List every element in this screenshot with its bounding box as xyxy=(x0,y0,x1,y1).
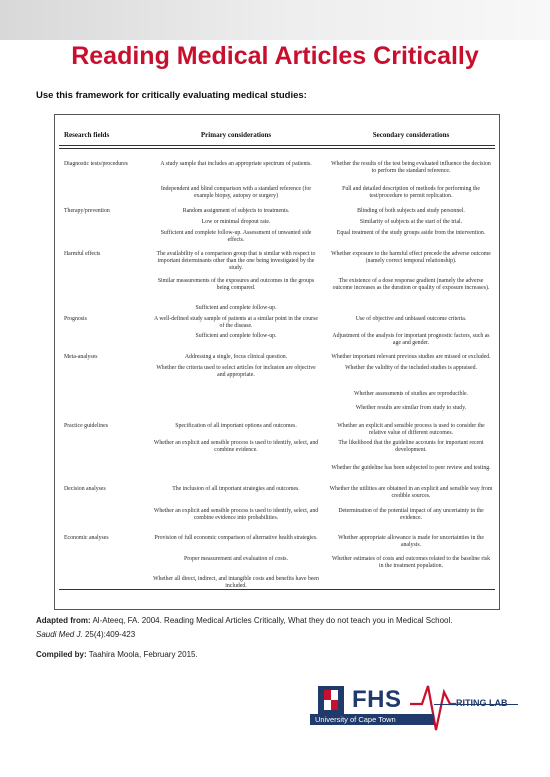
row-16-secondary: The likelihood that the guideline accounts for important recent development. xyxy=(338,440,484,454)
header-stripe xyxy=(0,0,550,40)
row-15-field: Practice guidelines xyxy=(64,423,108,429)
row-18-primary: The inclusion of all important strategies and outcomes. xyxy=(172,486,300,492)
header-primary-considerations: Primary considerations xyxy=(200,131,272,139)
logo-writing-lab-text: RITING LAB xyxy=(456,698,508,708)
row-6-primary: The availability of a comparison group that is similar with respect to important determinants other than the one being investigated by the study. xyxy=(156,251,316,272)
row-3-secondary: Blinding of both subjects and study personnel. xyxy=(357,208,465,214)
header-research-fields: Research fields xyxy=(64,131,110,139)
row-10-secondary: Adjustment of the analysis for important prognostic factors, such as age and gender. xyxy=(332,333,490,347)
compiled-by-label: Compiled by: xyxy=(36,650,87,659)
row-11-primary: Addressing a single, focus clinical question. xyxy=(184,354,288,360)
journal-ref: 25(4):409-423 xyxy=(84,630,136,639)
row-21-primary: Proper measurement and evaluation of costs. xyxy=(184,556,288,562)
row-9-primary: A well-defined study sample of patients at a similar point in the course of the disease. xyxy=(154,316,318,330)
compiled-by-text: Taahira Moola, February 2015. xyxy=(88,650,198,659)
adapted-from-line xyxy=(36,616,452,625)
row-22-primary: Whether all direct, indirect, and intangible costs and benefits have been included. xyxy=(153,576,319,590)
fhs-writing-lab-logo xyxy=(310,682,520,744)
row-9-secondary: Use of objective and unbiased outcome criteria. xyxy=(355,316,467,322)
row-3-primary: Random assignment of subjects to treatments. xyxy=(182,208,290,214)
row-11-secondary: Whether important relevant previous studies are missed or excluded. xyxy=(331,354,491,360)
row-16-primary: Whether an explicit and sensible process is used to identify, select, and combine evidence. xyxy=(153,440,319,454)
row-1-primary: A study sample that includes an appropriate spectrum of patients. xyxy=(160,161,312,167)
journal-line xyxy=(36,630,135,639)
logo-university-text: University of Cape Town xyxy=(315,715,396,724)
header-rule-bottom xyxy=(59,148,495,149)
row-17-secondary: Whether the guideline has been subjected to peer review and testing. xyxy=(331,465,491,471)
row-15-secondary: Whether an explicit and sensible process is used to consider the relative value of different outcomes. xyxy=(337,423,485,437)
page-title: Reading Medical Articles Critically xyxy=(71,42,479,70)
row-2-secondary: Full and detailed description of methods for performing the test/procedure to permit replication. xyxy=(342,186,480,200)
row-9-field: Prognosis xyxy=(64,316,87,322)
row-6-secondary: Whether exposure to the harmful effect precede the adverse outcome (namely correct temporal relationship). xyxy=(331,251,491,265)
row-14-secondary: Whether results are similar from study to study. xyxy=(355,405,467,411)
row-10-primary: Sufficient and complete follow-up. xyxy=(195,333,277,339)
adapted-from-text: Al-Ateeq, FA. 2004. Reading Medical Articles Critically, What they do not teach you in Medical School. xyxy=(92,616,453,625)
row-19-secondary: Determination of the potential impact of any uncertainty in the evidence. xyxy=(338,508,484,522)
logo-mark-icon xyxy=(310,682,520,744)
page-subtitle: Use this framework for critically evaluating medical studies: xyxy=(36,90,307,101)
row-1-field: Diagnostic tests/procedures xyxy=(64,161,128,167)
logo-fhs-text: FHS xyxy=(352,686,402,713)
row-20-secondary: Whether appropriate allowance is made for uncertainties in the analysis. xyxy=(338,535,484,549)
header-secondary-considerations: Secondary considerations xyxy=(372,131,450,139)
journal-name: Saudi Med J. xyxy=(36,630,83,639)
row-12-secondary: Whether the validity of the included studies is appraised. xyxy=(345,365,477,371)
row-2-primary: Independent and blind comparison with a standard reference (for example biopsy, autopsy or surgery) xyxy=(160,186,312,200)
row-1-secondary: Whether the results of the test being evaluated influence the decision to perform the standard reference. xyxy=(331,161,491,175)
row-11-field: Meta-analyses xyxy=(64,354,98,360)
framework-table xyxy=(54,114,500,610)
row-13-secondary: Whether assessments of studies are reproducible. xyxy=(354,391,468,397)
row-20-field: Economic analyses xyxy=(64,535,109,541)
row-4-primary: Low or minimal dropout rate. xyxy=(201,219,271,225)
compiled-by-line xyxy=(36,650,198,659)
row-12-primary: Whether the criteria used to select articles for inclusion are objective and appropriate. xyxy=(156,365,316,379)
row-20-primary: Provision of full economic comparison of alternative health strategies. xyxy=(154,535,318,541)
row-15-primary: Specification of all important options and outcomes. xyxy=(175,423,297,429)
row-18-secondary: Whether the utilities are obtained in an explicit and sensible way from credible sources. xyxy=(329,486,493,500)
row-7-secondary: The existence of a dose response gradient (namely the adverse outcome increases as the duration or quality of exposure increases). xyxy=(332,278,490,292)
row-8-primary: Sufficient and complete follow-up. xyxy=(195,305,277,311)
adapted-from-label: Adapted from: xyxy=(36,616,91,625)
row-5-primary: Sufficient and complete follow-up. Assessment of unwanted side effects. xyxy=(160,230,312,244)
row-4-secondary: Similarity of subjects at the start of the trial. xyxy=(359,219,463,225)
row-6-field: Harmful effects xyxy=(64,251,101,257)
row-19-primary: Whether an explicit and sensible process is used to identify, select, and combine evidence into probabilities. xyxy=(153,508,319,522)
row-18-field: Decision analyses xyxy=(64,486,106,492)
row-5-secondary: Equal treatment of the study groups aside from the intervention. xyxy=(336,230,486,236)
row-21-secondary: Whether estimates of costs and outcomes related to the baseline risk in the treatment population. xyxy=(331,556,491,570)
row-3-field: Therapy/prevention xyxy=(64,208,110,214)
row-7-primary: Similar measurements of the exposures and outcomes in the groups being compared. xyxy=(157,278,315,292)
header-rule-top xyxy=(59,145,495,146)
